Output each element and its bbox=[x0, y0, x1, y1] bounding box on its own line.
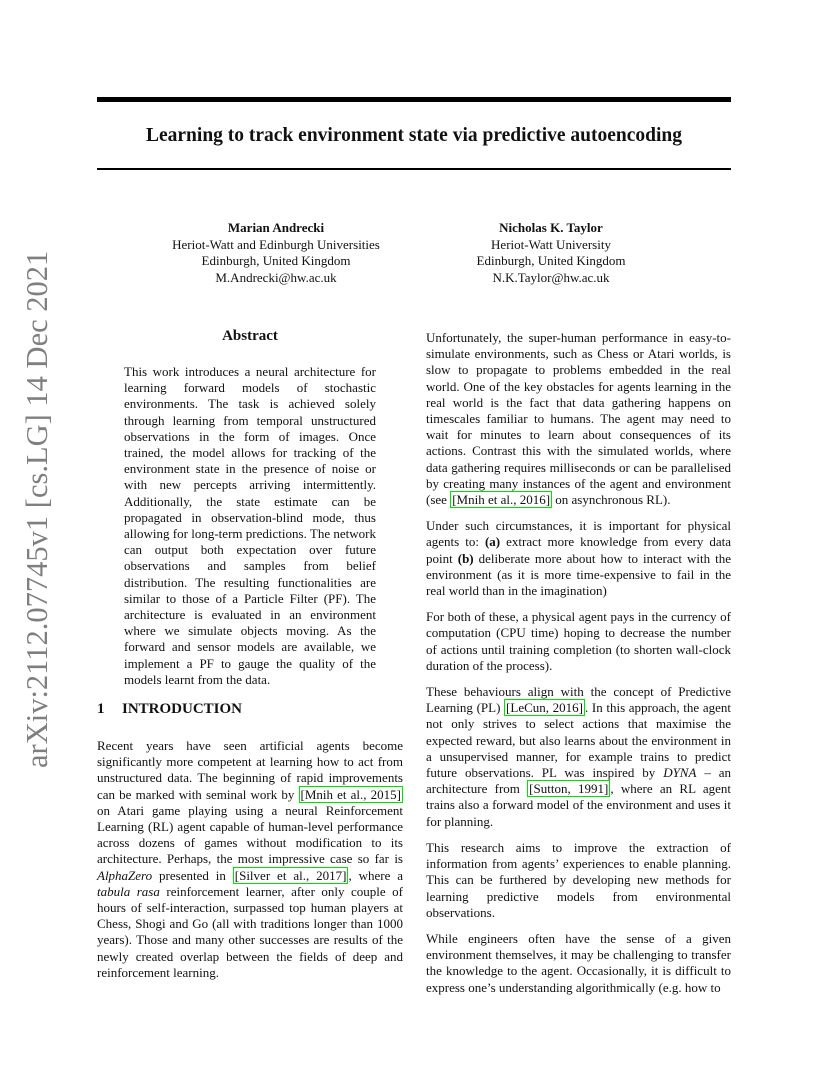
abstract-heading: Abstract bbox=[222, 328, 278, 344]
author-email: N.K.Taylor@hw.ac.uk bbox=[492, 269, 610, 285]
bold-label: (b) bbox=[457, 550, 474, 566]
text-span: Under such circumstances, it is important for physical agents to: bbox=[426, 518, 731, 550]
citation-link[interactable]: [Silver et al., 2017] bbox=[234, 867, 347, 883]
abstract-body bbox=[124, 364, 376, 698]
citation-link[interactable]: [Mnih et al., 2016] bbox=[452, 492, 551, 508]
citation-link[interactable]: [Mnih et al., 2015] bbox=[300, 786, 401, 802]
text-span: – an architecture from bbox=[426, 765, 731, 797]
text-span: Unfortunately, the super-human performance in easy-to-simulate environments, such as Chess or Atari worlds, is slow to propagate to problems embedded in the real world. One of the key obstacles for agents learning in the real world is the fact that data gathering happens on timescales familiar to humans. The agent may need to wait for minutes to learn about consequences of its actions. Contrast this with the simulated worlds, where data gathering requires milliseconds or can be parallelised by creating many instances of the agent and environment (see bbox=[426, 330, 731, 508]
paragraph bbox=[426, 330, 731, 508]
text-span: on Atari game playing using a neural Reinforcement Learning (RL) agent capable of human-level performance across dozens of games without modification to its architecture. Perhaps, the most impressive case so far is bbox=[97, 802, 403, 867]
author-affiliation: Heriot-Watt University bbox=[491, 236, 611, 252]
title-rule-top bbox=[97, 97, 731, 102]
section-heading bbox=[97, 701, 242, 718]
title-rule-bottom bbox=[97, 168, 731, 170]
author-block-2 bbox=[401, 220, 701, 286]
paragraph bbox=[426, 684, 731, 830]
author-email: M.Andrecki@hw.ac.uk bbox=[215, 269, 337, 285]
emphasis: tabula rasa bbox=[97, 883, 160, 899]
author-affiliation: Heriot-Watt and Edinburgh Universities bbox=[172, 236, 380, 252]
author-name: Nicholas K. Taylor bbox=[499, 220, 603, 235]
text-span: , where an RL agent trains also a forward model of the environment and uses it for planning. bbox=[426, 781, 731, 829]
text-span: reinforcement learner, after only couple of hours of self-interaction, surpassed top human players at Chess, Shogi and Go (all with traditions longer than 1000 years). Those and many other successes are results of the newly created overlap between the fields of deep and reinforcement learning. bbox=[97, 883, 404, 980]
text-span: presented in bbox=[152, 867, 233, 883]
text-span: These behaviours align with the concept of Predictive Learning (PL) bbox=[426, 684, 731, 716]
citation-link[interactable]: [Sutton, 1991] bbox=[529, 781, 609, 797]
abstract-text: This work introduces a neural architecture for learning forward models of stochastic environments. The task is achieved solely through learning from temporal unstructured observations in the form of images. Once trained, the model allows for tracking of the environment state in the presence of noise or with new percepts arriving intermittently. Additionally, the state estimate can be propagated in observation-blind mode, thus allowing for long-term predictions. The network can output both expectation over future observations and samples from belief distribution. The resulting functionalities are similar to those of a Particle Filter (PF). The architecture is evaluated in an environment where we simulate objects moving. As the forward and sensor models are available, we implement a PF to gauge the quality of the models learnt from the data. bbox=[124, 364, 376, 687]
text-span: , where a bbox=[348, 867, 404, 883]
author-name: Marian Andrecki bbox=[227, 220, 325, 235]
paragraph: While engineers often have the sense of a given environment themselves, it may be challenging to transfer the knowledge to the agent. Occasionally, it is difficult to express one’s understanding algorithmically (e.g. how to bbox=[426, 930, 731, 995]
author-location: Edinburgh, United Kingdom bbox=[476, 253, 626, 268]
intro-left-column bbox=[97, 738, 403, 991]
paragraph bbox=[426, 518, 731, 599]
text-span: Recent years have seen artificial agents become significantly more competent at learning how to act from unstructured data. The beginning of rapid improvements can be marked with seminal work by bbox=[97, 738, 403, 802]
text-span: . In this approach, the agent not only strives to select actions that maximise the expected reward, but also learns about the environment in a unsupervised manner, for example trains to predict future observations. PL was inspired by bbox=[426, 700, 731, 781]
bold-label: (a) bbox=[484, 534, 501, 550]
emphasis: DYNA bbox=[663, 765, 697, 781]
text-span: deliberate more about how to interact with the environment (as it is more time-expensive to fail in the real world than in the imagination) bbox=[426, 550, 731, 599]
paragraph: This research aims to improve the extraction of information from agents’ experiences to enable planning. This can be furthered by developing new methods for learning predictive models from environmental observations. bbox=[426, 839, 731, 920]
author-location: Edinburgh, United Kingdom bbox=[201, 253, 351, 268]
author-block-1 bbox=[126, 220, 426, 286]
section-title: INTRODUCTION bbox=[122, 701, 243, 717]
right-column bbox=[426, 330, 731, 1006]
emphasis: AlphaZero bbox=[97, 867, 153, 883]
paper-title: Learning to track environment state via predictive autoencoding bbox=[145, 125, 683, 146]
text-span: extract more knowledge from every data point bbox=[426, 534, 732, 566]
paragraph: For both of these, a physical agent pays in the currency of computation (CPU time) hoping to decrease the number of actions until training completion (to shorten wall-clock duration of the process). bbox=[426, 609, 731, 673]
section-number: 1 bbox=[97, 701, 105, 717]
arxiv-identifier: arXiv:2112.07745v1 [cs.LG] 14 Dec 2021 bbox=[20, 250, 54, 768]
paragraph bbox=[97, 738, 403, 981]
citation-link[interactable]: [LeCun, 2016] bbox=[506, 700, 583, 716]
text-span: on asynchronous RL). bbox=[552, 492, 671, 508]
